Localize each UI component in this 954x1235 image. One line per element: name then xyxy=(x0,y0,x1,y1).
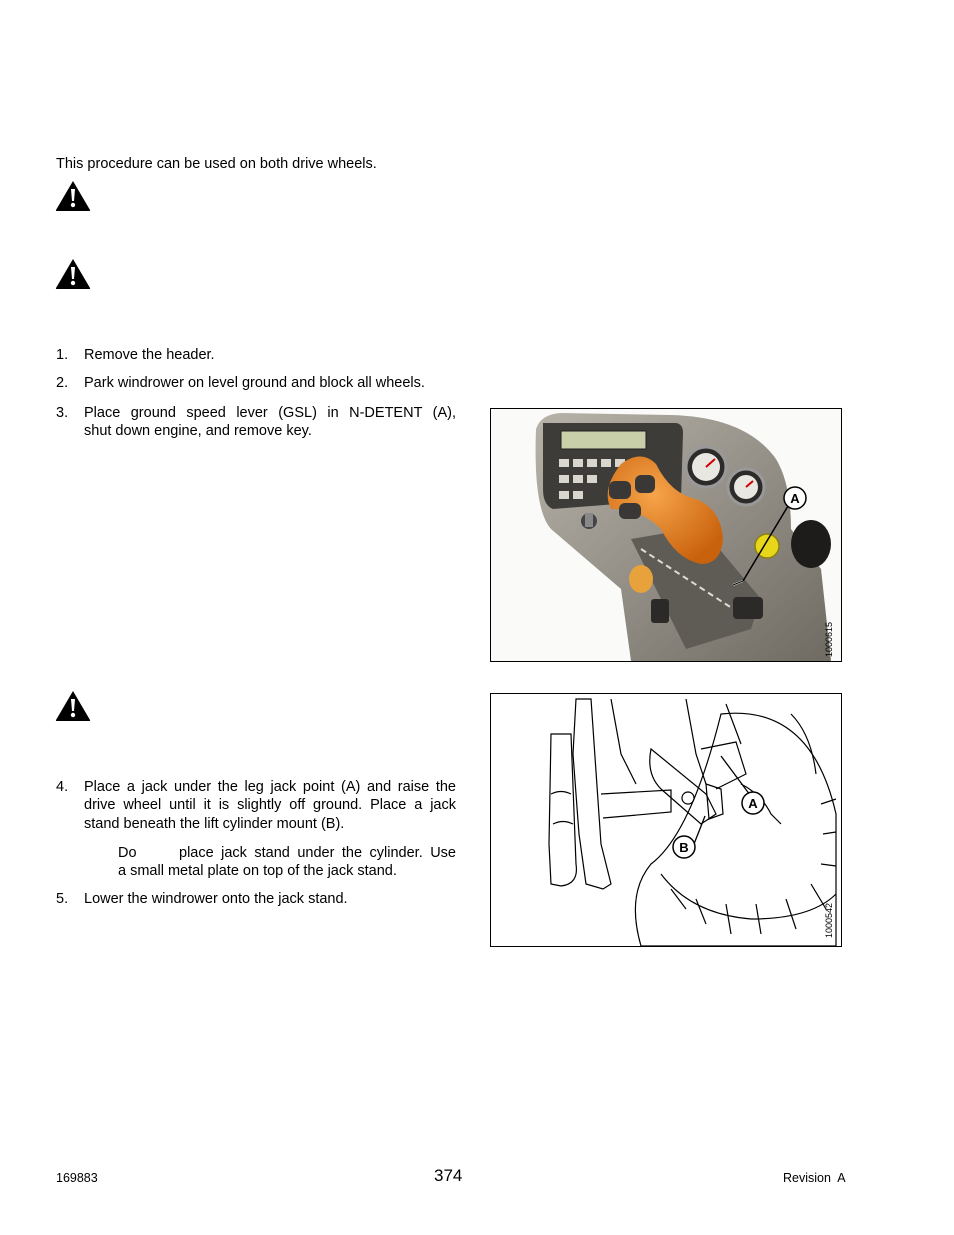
step-number: 3. xyxy=(56,405,69,421)
step-text-line: shut down engine, and remove key. xyxy=(84,423,312,439)
step-text-line: drive wheel until it is slightly off ground. Place a jack xyxy=(84,797,456,813)
figure-gsl-console xyxy=(490,408,842,662)
console-illustration xyxy=(491,409,841,661)
figure-code: 1000542 xyxy=(824,902,834,938)
step-text-line: Place a jack under the leg jack point (A) and raise the xyxy=(84,779,456,795)
step-text-line: Place ground speed lever (GSL) in N-DETENT (A), xyxy=(84,405,456,421)
warning-triangle-icon xyxy=(55,258,91,290)
intro-text: This procedure can be used on both drive wheels. xyxy=(56,156,377,172)
step-text-line: stand beneath the lift cylinder mount (B). xyxy=(84,816,345,832)
step-number: 2. xyxy=(56,375,69,391)
figure-jack-point xyxy=(490,693,842,947)
note-word: Do xyxy=(118,845,137,861)
callout-a-label: A xyxy=(790,491,800,506)
document-number: 169883 xyxy=(56,1171,98,1185)
step-number: 1. xyxy=(56,347,69,363)
step-text: Park windrower on level ground and block all wheels. xyxy=(84,375,425,391)
revision-label: Revision A xyxy=(783,1171,846,1185)
callout-b-label: B xyxy=(679,840,689,855)
step-number: 5. xyxy=(56,891,69,907)
page-number: 374 xyxy=(434,1166,463,1185)
callout-a-label: A xyxy=(748,796,758,811)
figure-code: 1000615 xyxy=(824,621,834,657)
step-text: Remove the header. xyxy=(84,347,215,363)
warning-triangle-icon xyxy=(55,690,91,722)
note-text-line: a small metal plate on top of the jack stand. xyxy=(118,863,397,879)
step-number: 4. xyxy=(56,779,69,795)
note-text-line: place jack stand under the cylinder. Use xyxy=(179,845,456,861)
leg-illustration xyxy=(491,694,841,946)
step-text: Lower the windrower onto the jack stand. xyxy=(84,891,348,907)
warning-triangle-icon xyxy=(55,180,91,212)
